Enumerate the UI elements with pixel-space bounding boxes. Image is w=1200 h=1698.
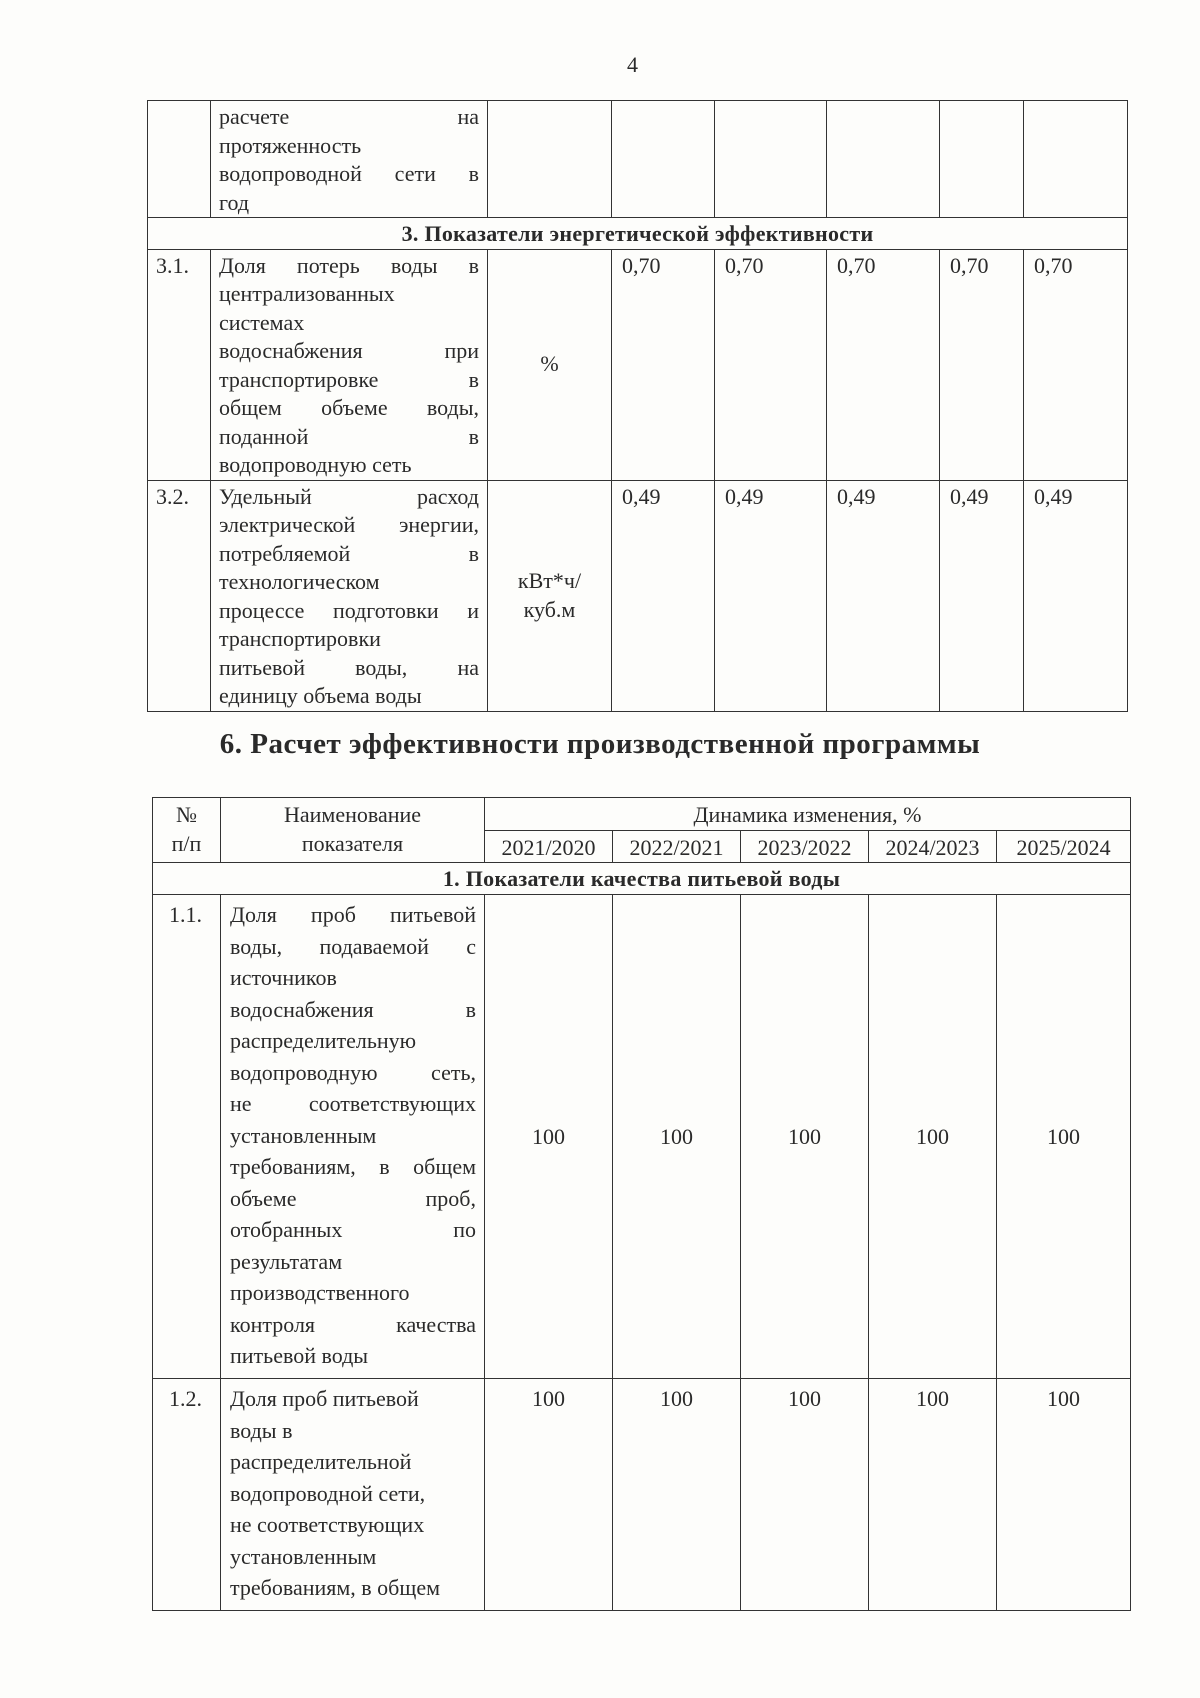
name-line: общем объеме воды, (219, 395, 479, 420)
cell-value: 0,49 (715, 480, 827, 711)
section-title: 1. Показатели качества питьевой воды (153, 863, 1131, 895)
name-line: водопроводную сеть, (230, 1059, 476, 1085)
cell-name (221, 1379, 485, 1611)
header-name (221, 798, 485, 863)
cell-value: 0,70 (715, 249, 827, 480)
indicators-table-continued (147, 100, 1128, 712)
name-line: не соответствующих (230, 1512, 425, 1537)
header-period: 2022/2021 (613, 831, 741, 863)
cell-value: 0,70 (940, 249, 1024, 480)
name-line: отобранных по (230, 1217, 476, 1242)
name-line: водоснабжения в (230, 996, 476, 1022)
name-line: Удельный расход (219, 483, 479, 509)
name-line: водопроводной сети, (230, 1480, 426, 1506)
cell-name (211, 249, 488, 480)
name-line: транспортировки (219, 626, 381, 651)
header-name-line2: показателя (301, 831, 404, 856)
cell-value: 0,49 (827, 480, 940, 711)
name-line: потребляемой в (219, 540, 479, 566)
cell-value (827, 101, 940, 218)
cell-value: 0,70 (827, 249, 940, 480)
unit-line: куб.м (523, 596, 576, 622)
efficiency-table (152, 797, 1131, 1611)
name-line: установленным (230, 1543, 377, 1569)
cell-value: 100 (741, 1379, 869, 1611)
table-row (153, 895, 1131, 1379)
name-line: электрической энергии, (219, 512, 479, 537)
cell-unit: % (488, 249, 612, 480)
header-row (153, 798, 1131, 831)
name-line: Доля проб питьевой (230, 902, 476, 927)
cell-value (715, 101, 827, 218)
cell-value (1024, 101, 1128, 218)
page-number: 4 (627, 52, 638, 77)
name-line: не соответствующих (230, 1091, 476, 1116)
name-line: централизованных (219, 281, 395, 306)
header-period: 2023/2022 (741, 831, 869, 863)
name-line: год (219, 189, 250, 215)
header-num-line1: № (176, 802, 197, 827)
cell-value (940, 101, 1024, 218)
name-line: питьевой воды, на (219, 654, 479, 680)
cell-value: 0,70 (1024, 249, 1128, 480)
cell-num: 1.2. (153, 1379, 221, 1611)
name-line: единицу объема воды (219, 683, 422, 708)
name-line: источников (230, 965, 337, 990)
name-line: распределительной (230, 1449, 412, 1474)
table-row (153, 1379, 1131, 1611)
cell-value: 100 (869, 1379, 997, 1611)
header-period: 2024/2023 (869, 831, 997, 863)
name-line: Доля проб питьевой (230, 1386, 419, 1411)
cell-value: 100 (997, 895, 1131, 1379)
cell-value: 0,49 (1024, 480, 1128, 711)
cell-value: 0,70 (612, 249, 715, 480)
cell-num: 1.1. (153, 895, 221, 1379)
cell-num: 3.1. (148, 249, 211, 480)
cell-value: 100 (997, 1379, 1131, 1611)
cell-name (221, 895, 485, 1379)
cell-value: 100 (613, 895, 741, 1379)
name-line: производственного (230, 1280, 410, 1305)
header-num-line2: п/п (171, 831, 202, 856)
name-line: контроля качества (230, 1311, 476, 1337)
name-line: поданной в (219, 423, 479, 449)
name-line: воды в (230, 1417, 293, 1443)
header-num (153, 798, 221, 863)
cell-unit (488, 480, 612, 711)
cell-name (211, 101, 488, 218)
section-heading: 6. Расчет эффективности производственной программы (219, 728, 981, 760)
name-line: установленным (230, 1122, 377, 1148)
name-line: Доля потерь воды в (219, 252, 479, 278)
cell-value: 100 (485, 1379, 613, 1611)
cell-name (211, 480, 488, 711)
section-title: 3. Показатели энергетической эффективности (148, 218, 1128, 250)
table-row (148, 249, 1128, 480)
name-line: транспортировке в (219, 366, 479, 392)
cell-value: 100 (613, 1379, 741, 1611)
cell-num: 3.2. (148, 480, 211, 711)
name-line: технологическом (219, 569, 380, 594)
name-line: питьевой воды (230, 1343, 369, 1368)
cell-unit (488, 101, 612, 218)
name-line: объеме проб, (230, 1185, 476, 1211)
cell-num (148, 101, 211, 218)
header-dynamics: Динамика изменения, % (485, 798, 1131, 831)
header-name-line1: Наименование (283, 802, 422, 827)
name-line: водоснабжения при (219, 338, 479, 363)
section-row (148, 218, 1128, 250)
name-line: системах (219, 309, 305, 335)
cell-value: 100 (741, 895, 869, 1379)
unit-line: кВт*ч/ (517, 568, 582, 593)
name-line: водопроводной сети в (219, 161, 479, 186)
name-line: распределительную (230, 1028, 417, 1053)
header-period: 2021/2020 (485, 831, 613, 863)
cell-value (612, 101, 715, 218)
cell-value: 0,49 (612, 480, 715, 711)
name-line: требованиям, в общем (230, 1154, 476, 1179)
name-line: протяженность (219, 132, 362, 158)
name-line: расчете на (219, 104, 479, 129)
header-period: 2025/2024 (997, 831, 1131, 863)
name-line: водопроводную сеть (219, 452, 412, 477)
cell-value: 0,49 (940, 480, 1024, 711)
cell-value: 100 (869, 895, 997, 1379)
name-line: процессе подготовки и (219, 597, 479, 623)
table-row (148, 480, 1128, 711)
name-line: требованиям, в общем (230, 1575, 440, 1600)
table-row (148, 101, 1128, 218)
name-line: результатам (230, 1248, 343, 1274)
name-line: воды, подаваемой с (230, 933, 476, 959)
section-row (153, 863, 1131, 895)
cell-value: 100 (485, 895, 613, 1379)
